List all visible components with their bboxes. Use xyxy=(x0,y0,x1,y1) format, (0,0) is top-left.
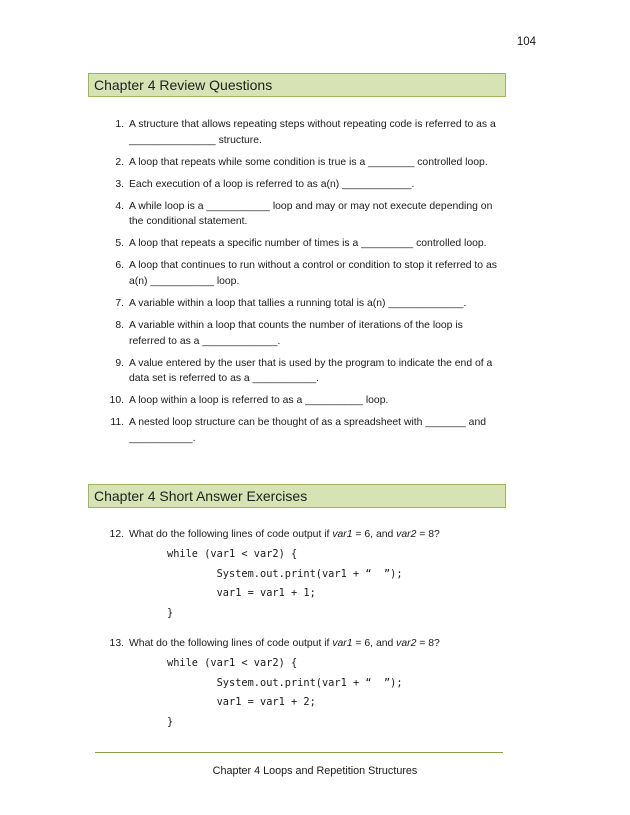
code-line: var1 = var1 + 2; xyxy=(167,696,316,708)
list-item xyxy=(106,177,498,193)
question-text: A nested loop structure can be thought of as a spreadsheet with _______ and ___________. xyxy=(129,417,487,444)
question-text: A while loop is a ___________ loop and may or may not execute depending on the conditional statement. xyxy=(129,200,493,228)
question-number: 7. xyxy=(115,298,124,310)
list-item xyxy=(106,356,498,387)
variable-name: var1 xyxy=(332,529,353,540)
question-number: 8. xyxy=(115,320,124,332)
question-number: 11. xyxy=(110,417,124,429)
review-questions-heading: Chapter 4 Review Questions xyxy=(88,73,506,97)
list-item xyxy=(106,155,498,171)
list-item xyxy=(106,318,498,349)
review-questions-list xyxy=(106,117,498,453)
exercise-number: 13. xyxy=(109,638,124,649)
prompt-text: What do the following lines of code output if xyxy=(129,529,333,540)
code-line: System.out.print(var1 + “ ”); xyxy=(167,567,403,580)
prompt-text: = 8? xyxy=(416,638,440,649)
code-block-13 xyxy=(167,654,403,732)
question-text: A variable within a loop that counts the number of iterations of the loop is referred to as a _____________. xyxy=(129,320,463,347)
question-text: A variable within a loop that tallies a running total is a(n) _____________. xyxy=(129,298,467,310)
exercise-number: 12. xyxy=(109,529,124,540)
question-text: A loop that continues to run without a control or condition to stop it referred to as a(n) ___________ loop. xyxy=(129,260,497,287)
question-number: 10. xyxy=(109,395,124,407)
code-line: System.out.print(var1 + “ ”); xyxy=(167,676,403,689)
list-item xyxy=(106,393,498,409)
list-item xyxy=(106,117,498,148)
prompt-text: = 6, and xyxy=(352,529,397,540)
exercise-13 xyxy=(106,636,498,651)
question-number: 9. xyxy=(115,357,124,369)
question-text: A value entered by the user that is used by the program to indicate the end of a data set is referred to as a ___________. xyxy=(129,357,493,385)
code-line: } xyxy=(167,606,174,619)
prompt-text: = 6, and xyxy=(352,638,397,649)
code-line: var1 = var1 + 1; xyxy=(167,587,316,599)
list-item xyxy=(106,296,498,312)
variable-name: var2 xyxy=(396,638,417,649)
question-number: 5. xyxy=(115,238,124,250)
question-number: 2. xyxy=(115,156,124,168)
code-block-12 xyxy=(167,545,403,623)
exercise-prompt xyxy=(106,636,498,651)
footer-title: Chapter 4 Loops and Repetition Structures xyxy=(212,765,418,777)
short-answer-heading: Chapter 4 Short Answer Exercises xyxy=(88,484,506,508)
question-number: 1. xyxy=(115,119,124,130)
list-item xyxy=(106,415,498,446)
list-item xyxy=(106,258,498,289)
question-number: 6. xyxy=(115,260,124,272)
question-text: A loop that repeats a specific number of times is a _________ controlled loop. xyxy=(129,238,487,250)
code-line: } xyxy=(167,715,174,728)
exercise-prompt xyxy=(106,527,498,542)
variable-name: var1 xyxy=(332,638,353,649)
question-number: 3. xyxy=(115,178,124,190)
variable-name: var2 xyxy=(396,529,417,540)
prompt-text: What do the following lines of code output if xyxy=(129,638,333,649)
exercise-12 xyxy=(106,527,498,542)
question-text: A loop within a loop is referred to as a __________ loop. xyxy=(129,395,389,407)
question-text: A structure that allows repeating steps without repeating code is referred to as a _______________ structure. xyxy=(129,119,496,146)
prompt-text: = 8? xyxy=(416,529,440,540)
question-text: Each execution of a loop is referred to as a(n) ____________. xyxy=(129,178,415,190)
list-item xyxy=(106,236,498,252)
code-line: while (var1 < var2) { xyxy=(167,548,298,560)
page-number: 104 xyxy=(516,36,536,48)
question-text: A loop that repeats while some condition is true is a ________ controlled loop. xyxy=(129,156,488,168)
code-line: while (var1 < var2) { xyxy=(167,657,298,669)
list-item xyxy=(106,199,498,230)
footer-divider xyxy=(95,752,503,753)
question-number: 4. xyxy=(115,200,124,212)
